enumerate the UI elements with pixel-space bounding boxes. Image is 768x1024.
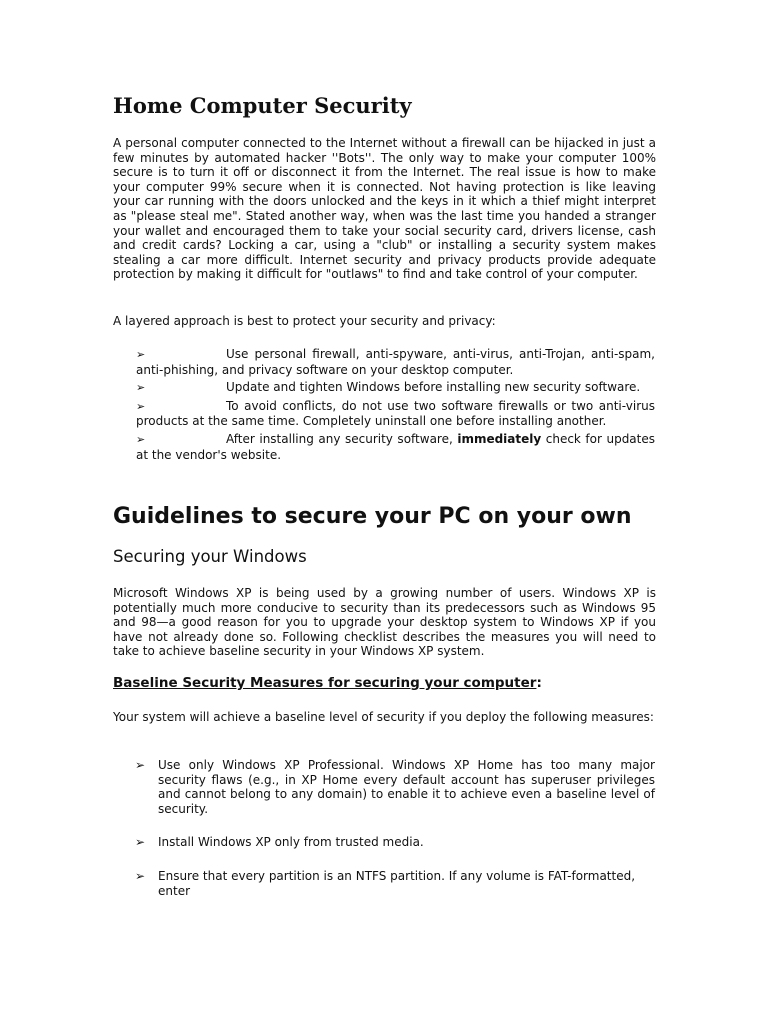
list-item-text-after: check for updates at the vendor's website. (136, 431, 655, 462)
baseline-heading-text: Baseline Security Measures for securing your computer (113, 675, 537, 691)
arrow-bullet-icon: ➢ (135, 835, 146, 850)
list-item-text: Install Windows XP only from trusted media. (158, 835, 424, 850)
list-item-text-before: After installing any security software, (226, 431, 458, 446)
list-item (135, 835, 655, 850)
baseline-measures-list (135, 758, 655, 917)
arrow-bullet-icon: ➢ (136, 432, 146, 446)
list-item (136, 347, 655, 377)
layered-approach-paragraph: A layered approach is best to protect your security and privacy: (113, 314, 496, 328)
list-item (135, 869, 655, 898)
securing-windows-heading: Securing your Windows (113, 547, 307, 566)
arrow-bullet-icon: ➢ (136, 399, 146, 413)
arrow-bullet-icon: ➢ (136, 381, 146, 395)
list-item (136, 399, 655, 429)
list-item-text: To avoid conflicts, do not use two software firewalls or two anti-virus products at the same time. Completely uninstall one before installing another. (136, 398, 655, 429)
intro-paragraph: A personal computer connected to the Internet without a firewall can be hijacked in just a few minutes by automated hacker ''Bots''. The only way to make your computer 100% secure is to turn it off or disconnect it from the Internet. The real issue is how to make your computer 99% secure when it is connected. Not having protection is like leaving your car running with the doors unlocked and the keys in it which a thief might interpret as "please steal me". Stated another way, when was the last time you handed a stranger your wallet and encouraged them to take your social security card, drivers license, cash and credit cards? Locking a car, using a "club" or installing a security system makes stealing a car more difficult. Internet security and privacy products provide adequate protection by making it difficult for "outlaws" to find and take control of your computer. (113, 136, 656, 282)
list-item (136, 432, 655, 462)
windows-xp-paragraph: Microsoft Windows XP is being used by a growing number of users. Windows XP is potentially much more conducive to security than its predecessors such as Windows 95 and 98—a good reason for you to upgrade your desktop system to Windows XP if you have not already done so. Following checklist describes the measures you will need to take to achieve baseline security in your Windows XP system. (113, 586, 656, 659)
list-item (136, 380, 655, 396)
baseline-heading-colon: : (536, 675, 542, 691)
baseline-intro-paragraph: Your system will achieve a baseline level of security if you deploy the following measures: (113, 710, 654, 724)
baseline-heading (113, 673, 542, 693)
guidelines-heading: Guidelines to secure your PC on your own (113, 504, 632, 529)
arrow-bullet-icon: ➢ (136, 348, 146, 361)
document-title: Home Computer Security (113, 93, 412, 118)
layered-approach-list (136, 347, 655, 465)
list-item-text: Use only Windows XP Professional. Windows XP Home has too many major security flaws (e.g., in XP Home every default account has superuser privileges and cannot belong to any domain) to enable it to achieve even a baseline level of security. (158, 758, 655, 816)
list-item-text: Update and tighten Windows before installing new security software. (226, 380, 641, 395)
arrow-bullet-icon: ➢ (135, 868, 146, 883)
emphasis-text: immediately (457, 431, 542, 446)
arrow-bullet-icon: ➢ (135, 758, 146, 772)
list-item (135, 758, 655, 816)
list-item-text: Use personal firewall, anti-spyware, anti-virus, anti-Trojan, anti-spam, anti-phishing, and privacy software on your desktop computer. (136, 347, 655, 377)
list-item-text: Ensure that every partition is an NTFS partition. If any volume is FAT-formatted, enter (158, 868, 636, 898)
